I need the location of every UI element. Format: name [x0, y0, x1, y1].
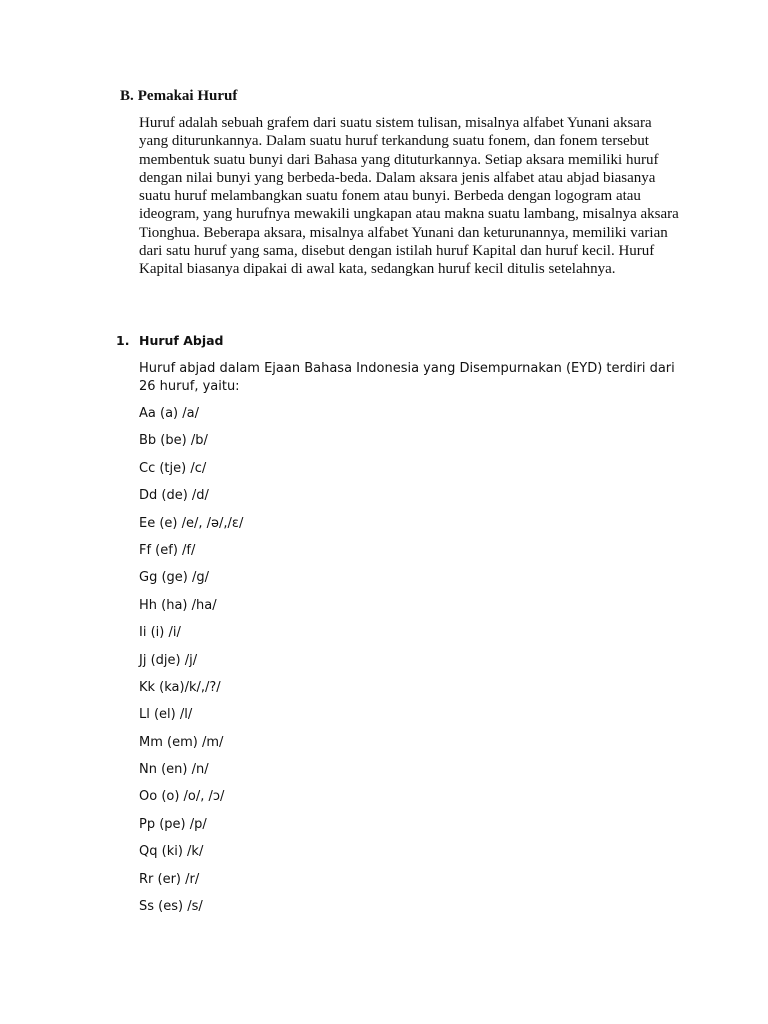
section-letter: B. — [120, 88, 134, 104]
letter-item: Gg (ge) /g/ — [139, 570, 209, 586]
letter-list — [139, 405, 243, 925]
letter-item: Hh (ha) /ha/ — [139, 597, 217, 613]
subsection-title: Huruf Abjad — [139, 333, 224, 348]
letter-item: Rr (er) /r/ — [139, 871, 200, 887]
letter-item: Aa (a) /a/ — [139, 406, 199, 421]
letter-item: Ee (e) /e/, /ə/,/ɛ/ — [139, 515, 244, 531]
subsection-number: 1. — [116, 333, 130, 348]
section-heading — [120, 87, 237, 105]
letter-item: Cc (tje) /c/ — [139, 460, 207, 476]
subsection-paragraph: Huruf abjad dalam Ejaan Bahasa Indonesia yang Disempurnakan (EYD) terdiri dari 26 huruf, yaitu: — [139, 361, 675, 394]
intro-paragraph: Huruf adalah sebuah grafem dari suatu sistem tulisan, misalnya alfabet Yunani aksara yang diturunkannya. Dalam suatu huruf terkandung suatu fonem, dan fonem tersebut membentuk suatu bunyi dari Bahasa yang dituturkannya. Setiap aksara memiliki huruf dengan nilai bunyi yang berbeda-beda. Dalam aksara jenis alfabet atau abjad biasanya suatu huruf melambangkan suatu fonem atau bunyi. Berbeda dengan logogram atau ideogram, yang hurufnya mewakili ungkapan atau makna suatu lambang, misalnya aksara Tionghua. Beberapa aksara, misalnya alfabet Yunani dan keturunannya, memiliki varian dari satu huruf yang sama, disebut dengan istilah huruf Kapital dan huruf kecil. Huruf Kapital biasanya dipakai di awal kata, sedangkan huruf kecil ditulis setelahnya. — [139, 115, 679, 278]
letter-item: Nn (en) /n/ — [139, 762, 209, 778]
letter-item: Ii (i) /i/ — [139, 625, 181, 641]
letter-item: Dd (de) /d/ — [139, 488, 209, 504]
letter-item: Bb (be) /b/ — [139, 433, 208, 449]
subsection-heading — [116, 333, 224, 349]
section-title: Pemakai Huruf — [137, 88, 238, 104]
letter-item: Qq (ki) /k/ — [139, 844, 204, 860]
letter-item: Mm (em) /m/ — [139, 734, 224, 750]
letter-item: Jj (dje) /j/ — [139, 652, 198, 668]
letter-item: Kk (ka)/k/,/?/ — [139, 679, 221, 695]
letter-item: Ss (es) /s/ — [139, 899, 203, 915]
letter-item: Ll (el) /l/ — [139, 707, 193, 723]
letter-item: Pp (pe) /p/ — [139, 816, 207, 832]
letter-item: Ff (ef) /f/ — [139, 542, 196, 558]
letter-item: Oo (o) /o/, /ɔ/ — [139, 789, 225, 805]
